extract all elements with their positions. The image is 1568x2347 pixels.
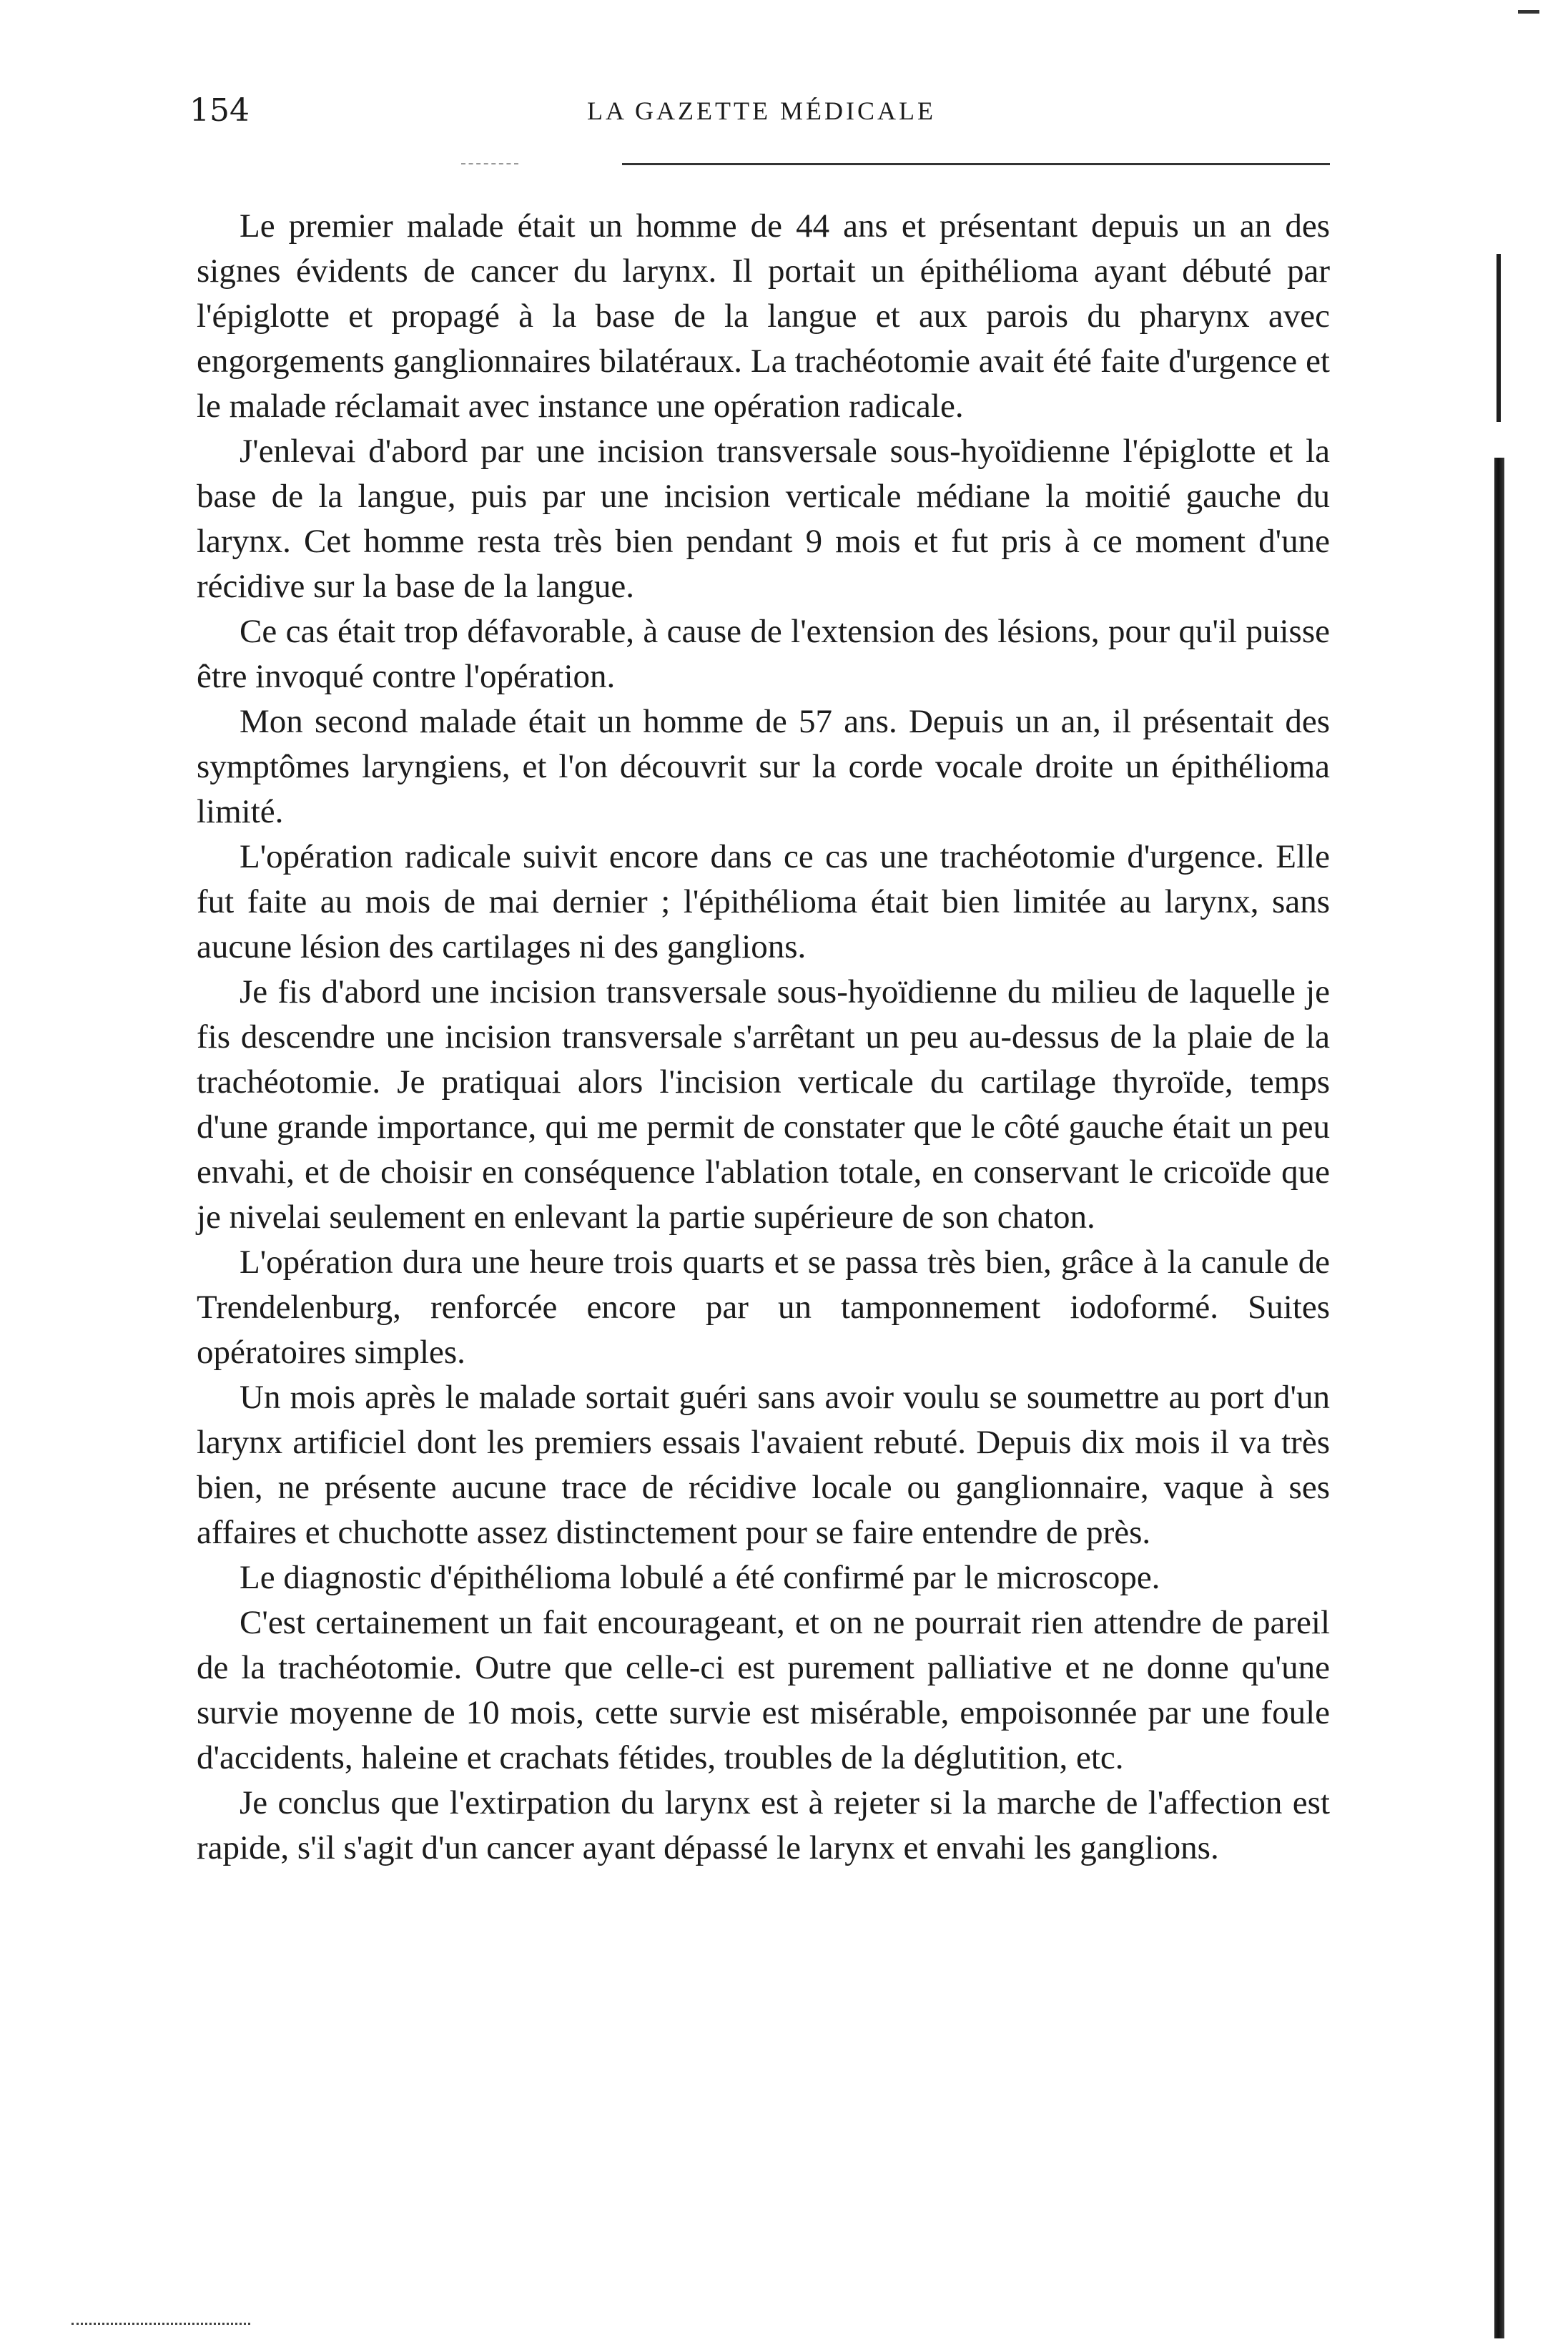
paragraph: L'opération radicale suivit encore dans ce cas une trachéotomie d'urgence. Elle fut faite au mois de mai dernier ; l'épithélioma était bien limitée au larynx, sans aucune lésion des cartilages ni des ganglions. [197,838,1330,965]
header-rule [622,163,1330,165]
paragraph: Le diagnostic d'épithélioma lobulé a été confirmé par le microscope. [240,1559,1160,1596]
binding-edge-upper [1496,254,1501,422]
paragraph: J'enlevai d'abord par une incision transversale sous-hyoïdienne l'épiglotte et la base de la langue, puis par une incision verticale médiane la moitié gauche du larynx. Cet homme resta très bien pendant 9 mois et fut pris à ce moment d'une récidive sur la base de la langue. [197,433,1330,605]
page-number: 154 [189,92,250,129]
running-title: LA GAZETTE MÉDICALE [587,97,936,125]
paragraph: C'est certainement un fait encourageant, et on ne pourrait rien attendre de pareil de la trachéotomie. Outre que celle-ci est purement palliative et ne donne qu'une survie moyenne de 10 mois, cette survie est misérable, empoisonnée par une foule d'accidents, haleine et crachats fétides, troubles de la déglutition, etc. [197,1604,1330,1776]
paragraph: Ce cas était trop défavorable, à cause de l'extension des lésions, pour qu'il puisse être invoqué contre l'opération. [197,613,1330,695]
header-rule-fragment [461,163,518,164]
paragraph: Je conclus que l'extirpation du larynx est à rejeter si la marche de l'affection est rapide, s'il s'agit d'un cancer ayant dépassé le larynx et envahi les ganglions. [197,1784,1330,1866]
page-header [189,89,1333,132]
paragraph: Un mois après le malade sortait guéri sans avoir voulu se soumettre au port d'un larynx artificiel dont les premiers essais l'avaient rebuté. Depuis dix mois il va très bien, ne présente aucune trace de récidive locale ou ganglionnaire, vaque à ses affaires et chuchotte assez distinctement pour se faire entendre de près. [197,1379,1330,1551]
footer-rule [72,2323,250,2325]
paragraph: Je fis d'abord une incision transversale sous-hyoïdienne du milieu de laquelle je fis descendre une incision transversale s'arrêtant un peu au-dessus de la plaie de la trachéotomie. Je pratiquai alors l'incision verticale du cartilage thyroïde, temps d'une grande importance, qui me permit de constater que le côté gauche était un peu envahi, et de choisir en conséquence l'ablation totale, en conservant le cricoïde que je nivelai seulement en enlevant la partie supérieure de son chaton. [197,973,1330,1236]
paragraph: Mon second malade était un homme de 57 ans. Depuis un an, il présentait des symptômes laryngiens, et l'on découvrit sur la corde vocale droite un épithélioma limité. [197,703,1330,830]
paragraph: L'opération dura une heure trois quarts et se passa très bien, grâce à la canule de Trendelenburg, renforcée encore par un tamponnement iodoformé. Suites opératoires simples. [197,1244,1330,1371]
corner-scan-mark [1518,0,1539,14]
paragraph: Le premier malade était un homme de 44 ans et présentant depuis un an des signes évidents de cancer du larynx. Il portait un épithélioma ayant débuté par l'épiglotte et propagé à la base de la langue et aux parois du pharynx avec engorgements ganglionnaires bilatéraux. La trachéotomie avait été faite d'urgence et le malade réclamait avec instance une opération radicale. [197,207,1330,425]
binding-edge-lower [1494,458,1504,2338]
article-body [197,204,1330,1871]
